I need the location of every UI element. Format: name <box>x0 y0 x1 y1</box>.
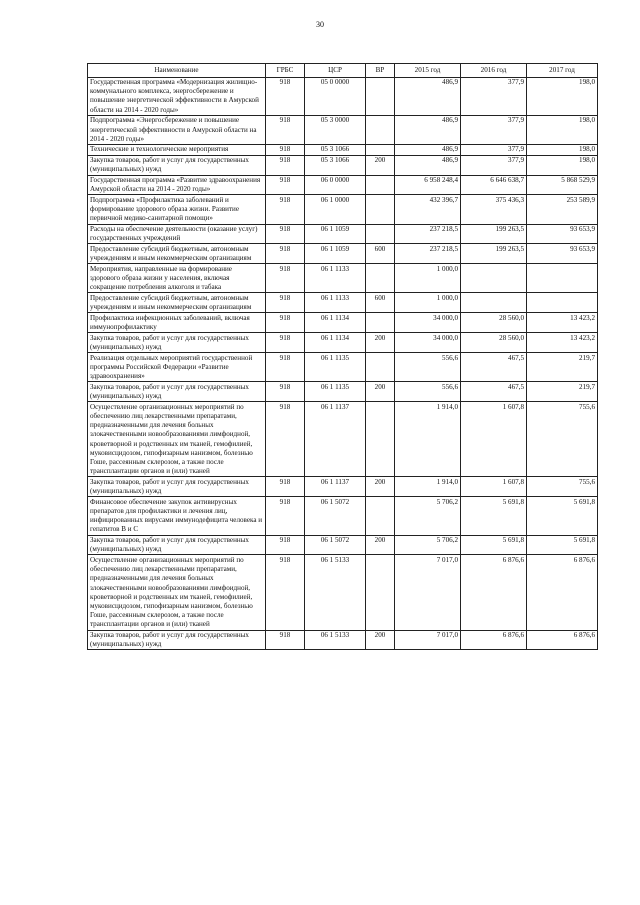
cell-2016: 28 560,0 <box>461 333 527 353</box>
cell-2015: 486,9 <box>395 144 461 155</box>
cell-vr: 600 <box>366 293 395 313</box>
cell-vr <box>366 195 395 224</box>
cell-csr: 06 1 1135 <box>305 382 366 402</box>
table-row <box>88 497 598 535</box>
table-row <box>88 382 598 402</box>
cell-2017: 6 876,6 <box>527 555 598 630</box>
cell-2017: 5 691,8 <box>527 535 598 555</box>
cell-grbs: 918 <box>266 497 305 535</box>
column-header-name: Наименование <box>88 64 266 78</box>
table-row <box>88 224 598 244</box>
cell-2017: 5 868 529,9 <box>527 175 598 195</box>
cell-2015: 486,9 <box>395 115 461 144</box>
cell-name: Подпрограмма «Энергосбережение и повышение энергетической эффективности в Амурской области на 2014 - 2020 годы» <box>88 115 266 144</box>
cell-csr: 06 1 1133 <box>305 293 366 313</box>
cell-2017 <box>527 264 598 293</box>
cell-grbs: 918 <box>266 144 305 155</box>
cell-csr: 06 1 1059 <box>305 224 366 244</box>
column-header-2016: 2016 год <box>461 64 527 78</box>
cell-vr: 600 <box>366 244 395 264</box>
cell-2017: 198,0 <box>527 77 598 115</box>
cell-vr: 200 <box>366 333 395 353</box>
cell-grbs: 918 <box>266 353 305 382</box>
column-header-2017: 2017 год <box>527 64 598 78</box>
cell-2016: 377,9 <box>461 144 527 155</box>
cell-2017: 253 589,9 <box>527 195 598 224</box>
cell-2016: 5 691,8 <box>461 497 527 535</box>
cell-grbs: 918 <box>266 293 305 313</box>
table-row <box>88 244 598 264</box>
cell-2017: 755,6 <box>527 477 598 497</box>
table-row <box>88 535 598 555</box>
table-row <box>88 313 598 333</box>
cell-name: Мероприятия, направленные на формирование здорового образа жизни у населения, включая сокращение потребления алкоголя и табака <box>88 264 266 293</box>
cell-2015: 486,9 <box>395 77 461 115</box>
cell-2015: 5 706,2 <box>395 497 461 535</box>
table-row <box>88 555 598 630</box>
table-body <box>88 77 598 650</box>
cell-name: Подпрограмма «Профилактика заболеваний и формирование здорового образа жизни. Развитие первичной медико-санитарной помощи» <box>88 195 266 224</box>
cell-2017: 755,6 <box>527 402 598 477</box>
cell-2017: 198,0 <box>527 144 598 155</box>
cell-name: Закупка товаров, работ и услуг для государственных (муниципальных) нужд <box>88 155 266 175</box>
cell-grbs: 918 <box>266 195 305 224</box>
column-header-2015: 2015 год <box>395 64 461 78</box>
cell-vr: 200 <box>366 630 395 650</box>
cell-2017: 93 653,9 <box>527 224 598 244</box>
cell-name: Государственная программа «Модернизация жилищно-коммунального комплекса, энергосбережение и повышение энергетической эффективности в Амурской области на 2014 - 2020 годы» <box>88 77 266 115</box>
cell-2016: 377,9 <box>461 155 527 175</box>
cell-vr <box>366 77 395 115</box>
cell-grbs: 918 <box>266 477 305 497</box>
cell-vr: 200 <box>366 477 395 497</box>
cell-vr <box>366 555 395 630</box>
cell-2015: 556,6 <box>395 382 461 402</box>
cell-2015: 7 017,0 <box>395 630 461 650</box>
cell-2016: 28 560,0 <box>461 313 527 333</box>
cell-csr: 06 1 5072 <box>305 497 366 535</box>
cell-2015: 34 000,0 <box>395 333 461 353</box>
table-header-row <box>88 64 598 78</box>
cell-grbs: 918 <box>266 402 305 477</box>
cell-2015: 7 017,0 <box>395 555 461 630</box>
cell-vr <box>366 224 395 244</box>
cell-grbs: 918 <box>266 175 305 195</box>
cell-2017: 13 423,2 <box>527 313 598 333</box>
cell-csr: 06 1 1059 <box>305 244 366 264</box>
column-header-grbs: ГРБС <box>266 64 305 78</box>
cell-name: Закупка товаров, работ и услуг для государственных (муниципальных) нужд <box>88 535 266 555</box>
table-row <box>88 144 598 155</box>
column-header-vr: ВР <box>366 64 395 78</box>
cell-grbs: 918 <box>266 630 305 650</box>
cell-2016 <box>461 293 527 313</box>
cell-2017: 5 691,8 <box>527 497 598 535</box>
cell-vr <box>366 353 395 382</box>
cell-grbs: 918 <box>266 115 305 144</box>
budget-table <box>87 63 598 650</box>
cell-2016: 467,5 <box>461 353 527 382</box>
cell-name: Предоставление субсидий бюджетным, автономным учреждениям и иным некоммерческим организациям <box>88 244 266 264</box>
table-row <box>88 264 598 293</box>
cell-2015: 6 958 248,4 <box>395 175 461 195</box>
cell-grbs: 918 <box>266 155 305 175</box>
cell-csr: 06 1 0000 <box>305 195 366 224</box>
table-row <box>88 293 598 313</box>
table-row <box>88 155 598 175</box>
cell-csr: 06 1 1134 <box>305 333 366 353</box>
cell-csr: 06 1 1134 <box>305 313 366 333</box>
cell-csr: 05 0 0000 <box>305 77 366 115</box>
table-row <box>88 353 598 382</box>
cell-2017: 6 876,6 <box>527 630 598 650</box>
cell-grbs: 918 <box>266 224 305 244</box>
cell-2016: 6 876,6 <box>461 630 527 650</box>
table-row <box>88 115 598 144</box>
cell-name: Расходы на обеспечение деятельности (оказание услуг) государственных учреждений <box>88 224 266 244</box>
cell-2016 <box>461 264 527 293</box>
cell-vr <box>366 313 395 333</box>
cell-2017: 198,0 <box>527 155 598 175</box>
cell-csr: 06 1 5133 <box>305 555 366 630</box>
cell-2017: 219,7 <box>527 382 598 402</box>
table-row <box>88 195 598 224</box>
cell-2016: 467,5 <box>461 382 527 402</box>
cell-vr <box>366 115 395 144</box>
cell-2015: 432 396,7 <box>395 195 461 224</box>
cell-vr <box>366 144 395 155</box>
cell-grbs: 918 <box>266 555 305 630</box>
cell-2015: 486,9 <box>395 155 461 175</box>
table-row <box>88 630 598 650</box>
cell-name: Закупка товаров, работ и услуг для государственных (муниципальных) нужд <box>88 333 266 353</box>
cell-2015: 556,6 <box>395 353 461 382</box>
cell-csr: 05 3 0000 <box>305 115 366 144</box>
cell-name: Предоставление субсидий бюджетным, автономным учреждениям и иным некоммерческим организациям <box>88 293 266 313</box>
cell-2016: 5 691,8 <box>461 535 527 555</box>
cell-name: Технические и технологические мероприятия <box>88 144 266 155</box>
cell-grbs: 918 <box>266 244 305 264</box>
column-header-csr: ЦСР <box>305 64 366 78</box>
cell-2016: 199 263,5 <box>461 224 527 244</box>
cell-grbs: 918 <box>266 313 305 333</box>
cell-2015: 1 914,0 <box>395 402 461 477</box>
cell-2016: 377,9 <box>461 77 527 115</box>
table-row <box>88 402 598 477</box>
cell-name: Осуществление организационных мероприятий по обеспечению лиц лекарственными препаратами, предназначенными для лечения больных злокачественными новообразованиями лимфоидной, кроветворной и родственных им тканей, гемофилией, муковисцидозом, гипофизарным нанизмом, болезнью Гоше, рассеянным склерозом, а также после трансплантации органов и (или) тканей <box>88 402 266 477</box>
cell-2017 <box>527 293 598 313</box>
cell-grbs: 918 <box>266 333 305 353</box>
cell-2015: 1 000,0 <box>395 293 461 313</box>
cell-name: Осуществление организационных мероприятий по обеспечению лиц лекарственными препаратами, предназначенными для лечения больных злокачественными новообразованиями лимфоидной, кроветворной и родственных им тканей, гемофилией, муковисцидозом, гипофизарным нанизмом, болезнью Гоше, рассеянным склерозом, а также после трансплантации органов и (или) тканей <box>88 555 266 630</box>
cell-csr: 06 1 5072 <box>305 535 366 555</box>
cell-2017: 219,7 <box>527 353 598 382</box>
cell-2015: 34 000,0 <box>395 313 461 333</box>
cell-2015: 237 218,5 <box>395 224 461 244</box>
cell-2016: 6 876,6 <box>461 555 527 630</box>
cell-csr: 06 0 0000 <box>305 175 366 195</box>
cell-2016: 375 436,3 <box>461 195 527 224</box>
cell-2015: 1 914,0 <box>395 477 461 497</box>
cell-2017: 93 653,9 <box>527 244 598 264</box>
cell-vr <box>366 402 395 477</box>
cell-2015: 1 000,0 <box>395 264 461 293</box>
cell-csr: 06 1 1133 <box>305 264 366 293</box>
cell-name: Профилактика инфекционных заболеваний, включая иммунопрофилактику <box>88 313 266 333</box>
cell-vr <box>366 175 395 195</box>
table-row <box>88 175 598 195</box>
cell-2015: 237 218,5 <box>395 244 461 264</box>
cell-2016: 1 607,8 <box>461 477 527 497</box>
cell-name: Финансовое обеспечение закупок антивирусных препаратов для профилактики и лечения лиц, инфицированных вирусами иммунодефицита человека и гепатитов В и С <box>88 497 266 535</box>
cell-name: Закупка товаров, работ и услуг для государственных (муниципальных) нужд <box>88 382 266 402</box>
cell-grbs: 918 <box>266 382 305 402</box>
cell-grbs: 918 <box>266 264 305 293</box>
cell-csr: 06 1 1137 <box>305 402 366 477</box>
cell-vr: 200 <box>366 382 395 402</box>
cell-csr: 05 3 1066 <box>305 155 366 175</box>
cell-csr: 06 1 1135 <box>305 353 366 382</box>
cell-csr: 06 1 1137 <box>305 477 366 497</box>
cell-csr: 05 3 1066 <box>305 144 366 155</box>
cell-2015: 5 706,2 <box>395 535 461 555</box>
cell-2016: 6 646 638,7 <box>461 175 527 195</box>
cell-2016: 377,9 <box>461 115 527 144</box>
cell-name: Закупка товаров, работ и услуг для государственных (муниципальных) нужд <box>88 477 266 497</box>
cell-vr <box>366 497 395 535</box>
cell-2017: 13 423,2 <box>527 333 598 353</box>
cell-2017: 198,0 <box>527 115 598 144</box>
cell-2016: 199 263,5 <box>461 244 527 264</box>
cell-grbs: 918 <box>266 535 305 555</box>
cell-grbs: 918 <box>266 77 305 115</box>
table-row <box>88 77 598 115</box>
table-row <box>88 333 598 353</box>
table-row <box>88 477 598 497</box>
cell-name: Закупка товаров, работ и услуг для государственных (муниципальных) нужд <box>88 630 266 650</box>
cell-2016: 1 607,8 <box>461 402 527 477</box>
cell-vr: 200 <box>366 535 395 555</box>
cell-csr: 06 1 5133 <box>305 630 366 650</box>
cell-vr: 200 <box>366 155 395 175</box>
cell-name: Реализация отдельных мероприятий государственной программы Российской Федерации «Развитие здравоохранения» <box>88 353 266 382</box>
cell-name: Государственная программа «Развитие здравоохранения Амурской области на 2014 - 2020 годы» <box>88 175 266 195</box>
cell-vr <box>366 264 395 293</box>
page-number: 30 <box>316 20 324 29</box>
